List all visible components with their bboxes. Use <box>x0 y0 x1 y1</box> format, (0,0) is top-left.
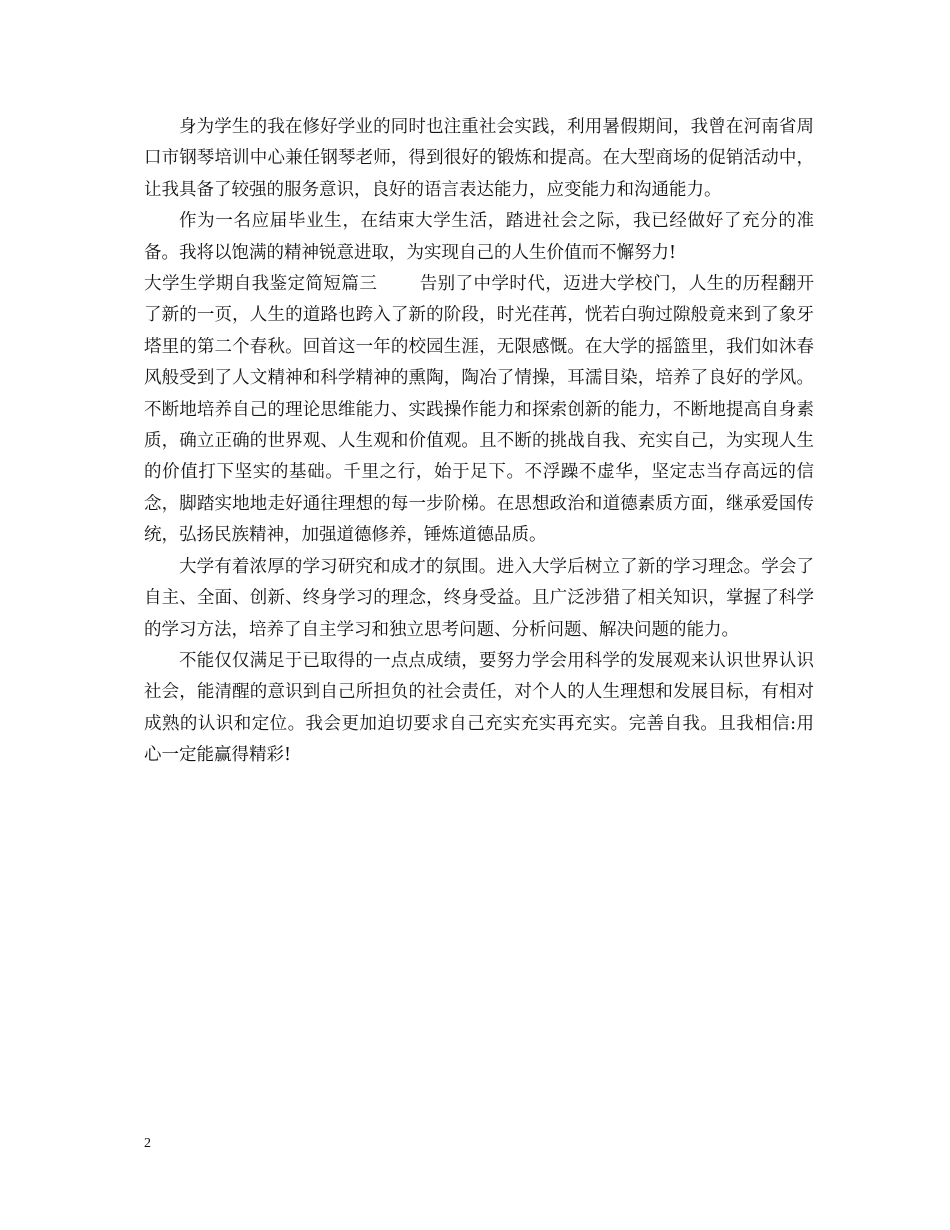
section-body-text: 告别了中学时代，迈进大学校门，人生的历程翻开了新的一页，人生的道路也跨入了新的阶段，时光荏苒，恍若白驹过隙般竟来到了象牙塔里的第二个春秋。回首这一年的校园生涯，无限感慨。在大学的摇篮里，我们如沐春风般受到了人文精神和科学精神的熏陶，陶冶了情操，耳濡目染，培养了良好的学风。不断地培养自己的理论思维能力、实践操作能力和探索创新的能力，不断地提高自身素质，确立正确的世界观、人生观和价值观。且不断的挑战自我、充实自己，为实现人生的价值打下坚实的基础。千里之行，始于足下。不浮躁不虚华，坚定志当存高远的信念，脚踏实地地走好通往理想的每一步阶梯。在思想政治和道德素质方面，继承爱国传统，弘扬民族精神，加强道德修养，锤炼道德品质。 <box>144 274 815 546</box>
page-number: 2 <box>144 1136 151 1151</box>
paragraph-self-assessment-three <box>144 269 814 552</box>
paragraph-social-practice: 身为学生的我在修好学业的同时也注重社会实践，利用暑假期间，我曾在河南省周口市钢琴培训中心兼任钢琴老师，得到很好的锻炼和提高。在大型商场的促销活动中，让我具备了较强的服务意识，良好的语言表达能力，应变能力和沟通能力。 <box>144 117 814 200</box>
section-heading: 大学生学期自我鉴定简短篇三 <box>144 274 378 295</box>
document-body <box>144 112 814 772</box>
paragraph-closing: 不能仅仅满足于已取得的一点点成绩，要努力学会用科学的发展观来认识世界认识社会，能清醒的意识到自己所担负的社会责任，对个人的人生理想和发展目标，有相对成熟的认识和定位。我会更加迫切要求自己充实充实再充实。完善自我。且我相信:用心一定能赢得精彩! <box>144 650 814 766</box>
paragraph-study-atmosphere: 大学有着浓厚的学习研究和成才的氛围。进入大学后树立了新的学习理念。学会了自主、全面、创新、终身学习的理念，终身受益。且广泛涉猎了相关知识，掌握了科学的学习方法，培养了自主学习和独立思考问题、分析问题、解决问题的能力。 <box>144 556 814 640</box>
paragraph-graduate-preparation: 作为一名应届毕业生，在结束大学生活，踏进社会之际，我已经做好了充分的准备。我将以饱满的精神锐意进取，为实现自己的人生价值而不懈努力! <box>144 211 814 263</box>
